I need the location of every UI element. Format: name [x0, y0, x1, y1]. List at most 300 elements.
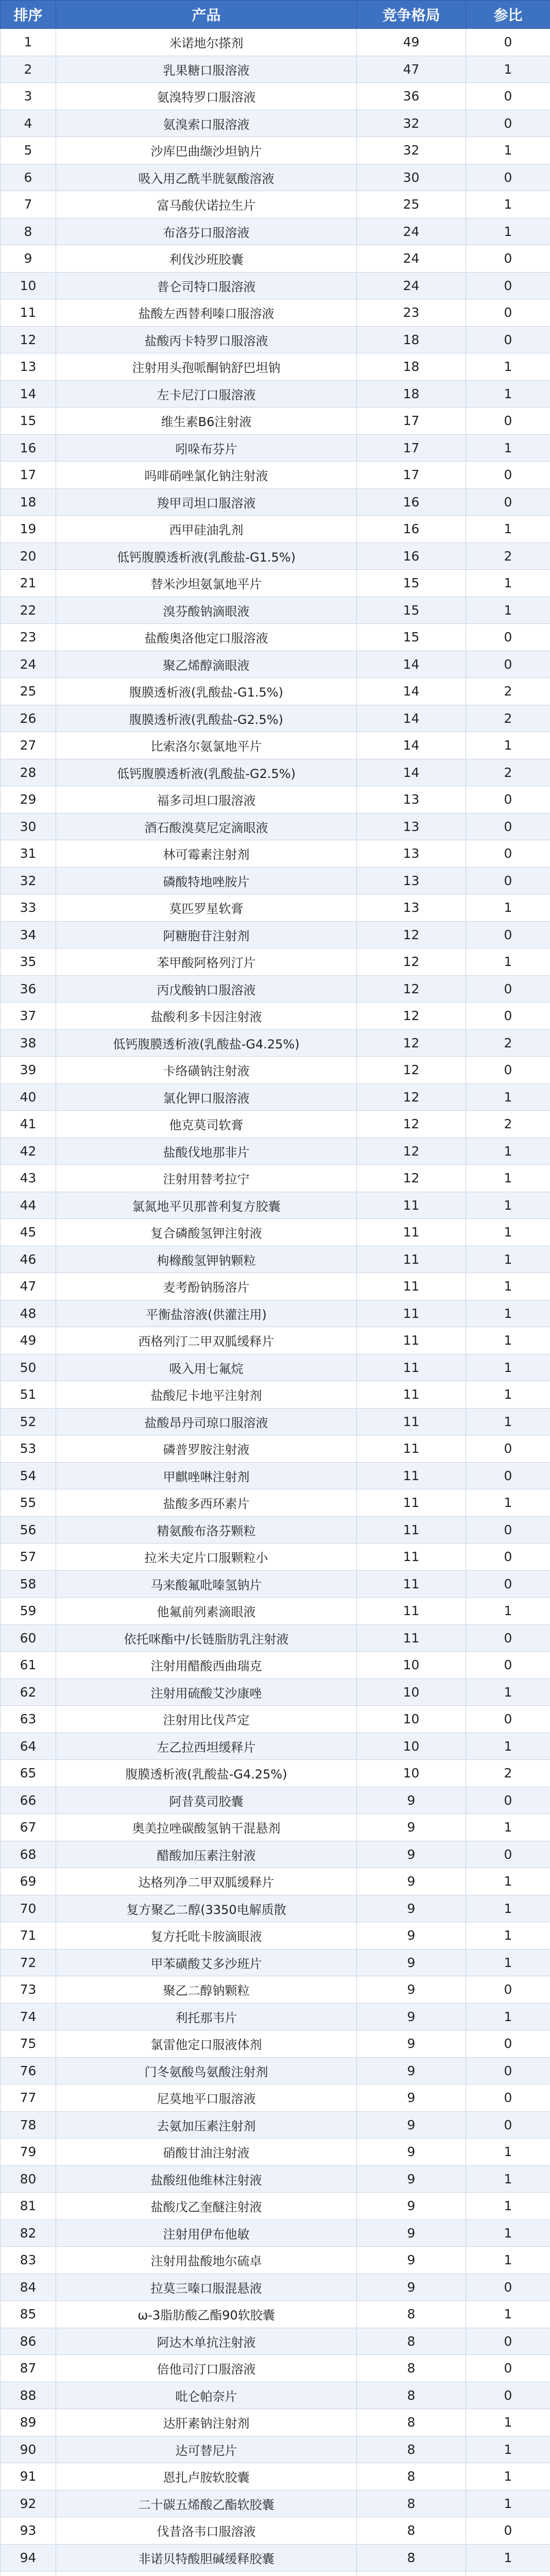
cell-competition: 13 — [357, 786, 466, 814]
cell-product: 盐酸尼卡地平注射剂 — [56, 1381, 357, 1409]
cell-product: 氯化钾口服溶液 — [56, 1083, 357, 1111]
cell-product: 注射用头孢哌酮钠舒巴坦钠 — [56, 353, 357, 381]
cell-product: 溴芬酸钠滴眼液 — [56, 597, 357, 624]
table-row — [1, 1354, 550, 1381]
cell-rank: 82 — [1, 2219, 56, 2247]
cell-rank: 20 — [1, 543, 56, 570]
cell-reference: 2 — [466, 1760, 550, 1787]
cell-competition: 13 — [357, 867, 466, 894]
table-row — [1, 218, 550, 245]
cell-product: 注射用盐酸地尔硫卓 — [56, 2247, 357, 2274]
cell-reference: 1 — [466, 380, 550, 408]
cell-competition: 10 — [357, 1733, 466, 1760]
cell-rank — [1, 2571, 56, 2576]
cell-rank: 60 — [1, 1624, 56, 1652]
table-row — [1, 2247, 550, 2274]
table-row — [1, 570, 550, 597]
cell-rank: 69 — [1, 1868, 56, 1895]
cell-rank: 89 — [1, 2409, 56, 2436]
cell-reference: 1 — [466, 56, 550, 83]
cell-reference: 0 — [466, 975, 550, 1003]
cell-competition: 12 — [357, 1165, 466, 1192]
cell-competition: 11 — [357, 1300, 466, 1327]
cell-competition: 9 — [357, 1976, 466, 2004]
cell-reference: 1 — [466, 1300, 550, 1327]
cell-product: 替米沙坦氨氯地平片 — [56, 570, 357, 597]
cell-reference: 1 — [466, 1598, 550, 1625]
cell-competition: 12 — [357, 1111, 466, 1138]
cell-rank: 66 — [1, 1787, 56, 1814]
table-row — [1, 137, 550, 164]
cell-product: 甲麒唑啉注射剂 — [56, 1462, 357, 1489]
table-row — [1, 1868, 550, 1895]
cell-competition: 9 — [357, 2111, 466, 2139]
cell-rank: 14 — [1, 380, 56, 408]
cell-rank: 92 — [1, 2490, 56, 2517]
cell-reference: 0 — [466, 2517, 550, 2545]
cell-reference: 0 — [466, 2030, 550, 2058]
cell-rank: 54 — [1, 1462, 56, 1489]
cell-rank: 44 — [1, 1192, 56, 1219]
table-row — [1, 245, 550, 273]
table-row — [1, 1381, 550, 1409]
cell-reference: 1 — [466, 1165, 550, 1192]
cell-reference: 1 — [466, 2436, 550, 2463]
cell-reference: 0 — [466, 813, 550, 840]
cell-rank: 39 — [1, 1057, 56, 1084]
cell-reference: 1 — [466, 2409, 550, 2436]
cell-reference: 1 — [466, 2219, 550, 2247]
table-row — [1, 2328, 550, 2355]
cell-rank: 55 — [1, 1489, 56, 1517]
cell-competition: 13 — [357, 840, 466, 868]
table-row — [1, 191, 550, 218]
table-row — [1, 1435, 550, 1463]
cell-competition: 14 — [357, 678, 466, 705]
cell-rank: 19 — [1, 516, 56, 543]
table-row — [1, 1922, 550, 1950]
cell-competition: 9 — [357, 2247, 466, 2274]
cell-competition: 9 — [357, 1895, 466, 1922]
table-row — [1, 867, 550, 894]
cell-rank: 1 — [1, 29, 56, 56]
table-row — [1, 2193, 550, 2220]
cell-reference: 1 — [466, 1327, 550, 1354]
cell-competition: 8 — [357, 2436, 466, 2463]
cell-reference: 0 — [466, 462, 550, 489]
cell-competition: 16 — [357, 488, 466, 516]
cell-rank: 5 — [1, 137, 56, 164]
table-row — [1, 2057, 550, 2084]
cell-competition: 12 — [357, 1029, 466, 1057]
cell-rank: 62 — [1, 1679, 56, 1706]
table-row — [1, 2111, 550, 2139]
table-row — [1, 1598, 550, 1625]
cell-product: 阿达木单抗注射液 — [56, 2328, 357, 2355]
cell-reference: 1 — [466, 137, 550, 164]
cell-product: 硝酸甘油注射液 — [56, 2139, 357, 2166]
cell-product: 吡仑帕奈片 — [56, 2382, 357, 2409]
cell-reference: 0 — [466, 1652, 550, 1679]
cell-rank: 63 — [1, 1706, 56, 1733]
cell-product: 吲哚布芬片 — [56, 434, 357, 462]
table-header-row — [1, 1, 550, 29]
cell-reference: 1 — [466, 1895, 550, 1922]
table-row — [1, 2544, 550, 2571]
table-row — [1, 894, 550, 922]
cell-rank: 61 — [1, 1652, 56, 1679]
table-row — [1, 1516, 550, 1544]
cell-reference: 1 — [466, 1192, 550, 1219]
cell-product: 卡络磺钠注射液 — [56, 1057, 357, 1084]
cell-reference: 0 — [466, 2274, 550, 2301]
cell-reference: 1 — [466, 1246, 550, 1273]
table-row — [1, 1679, 550, 1706]
cell-rank: 35 — [1, 948, 56, 976]
cell-product: 马来酸氟吡嗪氢钠片 — [56, 1570, 357, 1598]
cell-competition: 32 — [357, 110, 466, 137]
cell-product: 苯甲酸阿格列汀片 — [56, 948, 357, 976]
cell-rank: 11 — [1, 299, 56, 327]
cell-reference: 1 — [466, 1868, 550, 1895]
cell-product: 恩扎卢胺软胶囊 — [56, 2463, 357, 2490]
cell-reference: 0 — [466, 1516, 550, 1544]
cell-competition: 9 — [357, 1868, 466, 1895]
cell-product: 磷普罗胺注射液 — [56, 1435, 357, 1463]
cell-competition: 11 — [357, 1273, 466, 1300]
cell-reference: 1 — [466, 1138, 550, 1165]
cell-reference: 1 — [466, 948, 550, 976]
table-row — [1, 408, 550, 435]
cell-reference: 1 — [466, 1381, 550, 1409]
cell-product: 倍他司汀口服溶液 — [56, 2355, 357, 2382]
cell-rank: 15 — [1, 408, 56, 435]
cell-product: 阿昔莫司胶囊 — [56, 1787, 357, 1814]
table-row — [1, 83, 550, 110]
cell-reference: 0 — [466, 2057, 550, 2084]
table-row — [1, 1083, 550, 1111]
cell-product: 盐酸奥洛他定口服溶液 — [56, 624, 357, 651]
cell-competition: 14 — [357, 705, 466, 732]
table-row — [1, 1570, 550, 1598]
table-row — [1, 948, 550, 976]
cell-rank: 83 — [1, 2247, 56, 2274]
cell-competition: 9 — [357, 2003, 466, 2030]
cell-product: 西格列汀二甲双胍缓释片 — [56, 1327, 357, 1354]
cell-rank: 23 — [1, 624, 56, 651]
cell-competition: 12 — [357, 1138, 466, 1165]
cell-reference: 1 — [466, 597, 550, 624]
cell-rank: 74 — [1, 2003, 56, 2030]
cell-product: 沙库巴曲缬沙坦钠片 — [56, 137, 357, 164]
cell-reference: 0 — [466, 840, 550, 868]
cell-competition: 16 — [357, 543, 466, 570]
cell-product: 尼莫地平口服溶液 — [56, 2084, 357, 2112]
cell-product: 利伐沙班胶囊 — [56, 245, 357, 273]
cell-reference: 0 — [466, 299, 550, 327]
cell-reference: 0 — [466, 1003, 550, 1030]
cell-product: 氯雷他定口服液体剂 — [56, 2030, 357, 2058]
cell-product: 去氨加压素注射剂 — [56, 2111, 357, 2139]
table-row — [1, 110, 550, 137]
cell-competition: 11 — [357, 1219, 466, 1246]
cell-product: 盐酸纽他维林注射液 — [56, 2165, 357, 2193]
cell-reference: 0 — [466, 488, 550, 516]
cell-competition: 8 — [357, 2490, 466, 2517]
cell-competition: 9 — [357, 2057, 466, 2084]
table-row — [1, 1219, 550, 1246]
cell-competition: 9 — [357, 2219, 466, 2247]
cell-reference: 2 — [466, 759, 550, 786]
cell-rank: 42 — [1, 1138, 56, 1165]
cell-competition: 17 — [357, 408, 466, 435]
cell-competition: 12 — [357, 1083, 466, 1111]
cell-rank: 49 — [1, 1327, 56, 1354]
cell-product: 伐昔洛韦口服溶液 — [56, 2517, 357, 2545]
table-row — [1, 380, 550, 408]
cell-reference: 0 — [466, 326, 550, 353]
cell-product: 盐酸伐地那非片 — [56, 1138, 357, 1165]
cell-competition: 10 — [357, 1652, 466, 1679]
cell-competition: 12 — [357, 975, 466, 1003]
cell-rank: 71 — [1, 1922, 56, 1950]
cell-competition: 11 — [357, 1544, 466, 1571]
cell-rank: 30 — [1, 813, 56, 840]
cell-reference: 0 — [466, 651, 550, 678]
cell-product: 富马酸伏诺拉生片 — [56, 191, 357, 218]
cell-competition: 10 — [357, 1760, 466, 1787]
cell-competition: 8 — [357, 2328, 466, 2355]
cell-rank: 56 — [1, 1516, 56, 1544]
cell-competition: 11 — [357, 1381, 466, 1409]
table-row — [1, 516, 550, 543]
cell-rank: 91 — [1, 2463, 56, 2490]
cell-product: 左乙拉西坦缓释片 — [56, 1733, 357, 1760]
cell-reference: 0 — [466, 921, 550, 948]
table-row — [1, 813, 550, 840]
cell-competition: 12 — [357, 1057, 466, 1084]
cell-reference: 1 — [466, 732, 550, 759]
cell-reference: 0 — [466, 867, 550, 894]
cell-rank: 64 — [1, 1733, 56, 1760]
table-row — [1, 2490, 550, 2517]
cell-product: 米诺地尔搽剂 — [56, 29, 357, 56]
cell-product: 门冬氨酸鸟氨酸注射剂 — [56, 2057, 357, 2084]
cell-rank: 51 — [1, 1381, 56, 1409]
cell-rank: 81 — [1, 2193, 56, 2220]
cell-reference: 0 — [466, 1624, 550, 1652]
cell-competition: 18 — [357, 353, 466, 381]
cell-rank: 43 — [1, 1165, 56, 1192]
table-row — [1, 1841, 550, 1868]
cell-rank: 38 — [1, 1029, 56, 1057]
cell-competition: 24 — [357, 218, 466, 245]
cell-rank: 7 — [1, 191, 56, 218]
cell-reference: 0 — [466, 1462, 550, 1489]
cell-reference: 2 — [466, 1029, 550, 1057]
header-rank: 排序 — [1, 1, 56, 29]
cell-product: 吸入用七氟烷 — [56, 1354, 357, 1381]
cell-rank: 21 — [1, 570, 56, 597]
table-row — [1, 2165, 550, 2193]
cell-rank: 93 — [1, 2517, 56, 2545]
cell-reference: 1 — [466, 218, 550, 245]
cell-competition: 9 — [357, 1841, 466, 1868]
table-row — [1, 2084, 550, 2112]
table-row — [1, 921, 550, 948]
header-product: 产品 — [56, 1, 357, 29]
cell-competition: 8 — [357, 2355, 466, 2382]
cell-rank: 16 — [1, 434, 56, 462]
table-row — [1, 1652, 550, 1679]
cell-rank: 37 — [1, 1003, 56, 1030]
cell-product: 依托咪酯中/长链脂肪乳注射液 — [56, 1624, 357, 1652]
cell-product: 西甲硅油乳剂 — [56, 516, 357, 543]
table-row — [1, 1544, 550, 1571]
cell-product: 布洛芬口服溶液 — [56, 218, 357, 245]
cell-rank: 45 — [1, 1219, 56, 1246]
cell-product: 注射用醋酸西曲瑞克 — [56, 1652, 357, 1679]
cell-reference: 0 — [466, 1706, 550, 1733]
cell-rank: 17 — [1, 462, 56, 489]
cell-reference: 1 — [466, 894, 550, 922]
cell-rank: 8 — [1, 218, 56, 245]
table-row — [1, 2139, 550, 2166]
cell-competition: 12 — [357, 1003, 466, 1030]
table-row — [1, 1949, 550, 1976]
cell-product: 注射用比伐芦定 — [56, 1706, 357, 1733]
table-row — [1, 2219, 550, 2247]
table-row — [1, 1003, 550, 1030]
cell-product: 复方托吡卡胺滴眼液 — [56, 1922, 357, 1950]
cell-competition: 32 — [357, 137, 466, 164]
table-row — [1, 975, 550, 1003]
cell-reference: 1 — [466, 191, 550, 218]
cell-competition: 24 — [357, 272, 466, 299]
cell-rank: 53 — [1, 1435, 56, 1463]
table-row — [1, 56, 550, 83]
cell-reference: 1 — [466, 1083, 550, 1111]
cell-reference: 0 — [466, 786, 550, 814]
cell-reference: 2 — [466, 705, 550, 732]
table-row — [1, 462, 550, 489]
cell-product: 丙戊酸钠口服溶液 — [56, 975, 357, 1003]
cell-competition: 24 — [357, 245, 466, 273]
table-row — [1, 786, 550, 814]
cell-rank: 34 — [1, 921, 56, 948]
cell-product: 盐酸戊乙奎醚注射液 — [56, 2193, 357, 2220]
cell-product: 达可替尼片 — [56, 2436, 357, 2463]
table-row — [1, 1489, 550, 1517]
cell-product: 注射用硫酸艾沙康唑 — [56, 1679, 357, 1706]
cell-product: 酒石酸溴莫尼定滴眼液 — [56, 813, 357, 840]
cell-competition: 15 — [357, 597, 466, 624]
cell-reference: 1 — [466, 2193, 550, 2220]
table-row — [1, 1787, 550, 1814]
cell-rank: 87 — [1, 2355, 56, 2382]
cell-product: 氨溴索口服溶液 — [56, 110, 357, 137]
cell-product: 吸入用乙酰半胱氨酸溶液 — [56, 164, 357, 191]
cell-product: 莫匹罗星软膏 — [56, 894, 357, 922]
cell-rank: 78 — [1, 2111, 56, 2139]
table-row — [1, 1895, 550, 1922]
cell-product: 氯氮地平贝那普利复方胶囊 — [56, 1192, 357, 1219]
table-row — [1, 678, 550, 705]
cell-competition: 18 — [357, 380, 466, 408]
cell-rank: 94 — [1, 2544, 56, 2571]
cell-competition: 11 — [357, 1598, 466, 1625]
cell-product: 注射用伊布他敏 — [56, 2219, 357, 2247]
cell-reference: 0 — [466, 1976, 550, 2004]
cell-product: 复方聚乙二醇(3350电解质散 — [56, 1895, 357, 1922]
cell-reference: 0 — [466, 110, 550, 137]
cell-product: 磷酸特地唑胺片 — [56, 867, 357, 894]
table-row — [1, 1111, 550, 1138]
cell-rank: 13 — [1, 353, 56, 381]
cell-competition: 9 — [357, 2139, 466, 2166]
cell-reference: 1 — [466, 570, 550, 597]
cell-rank: 41 — [1, 1111, 56, 1138]
cell-reference: 0 — [466, 245, 550, 273]
cell-competition: 14 — [357, 732, 466, 759]
table-row — [1, 272, 550, 299]
cell-competition: 49 — [357, 29, 466, 56]
cell-reference: 1 — [466, 2247, 550, 2274]
cell-reference: 2 — [466, 1111, 550, 1138]
cell-competition: 23 — [357, 299, 466, 327]
table-row — [1, 1057, 550, 1084]
cell-rank: 65 — [1, 1760, 56, 1787]
cell-product: 羧甲司坦口服溶液 — [56, 488, 357, 516]
cell-rank: 70 — [1, 1895, 56, 1922]
cell-product: 复合磷酸氢钾注射液 — [56, 1219, 357, 1246]
table-row — [1, 759, 550, 786]
cell-rank: 9 — [1, 245, 56, 273]
cell-product: 聚乙二醇钠颗粒 — [56, 1976, 357, 2004]
cell-rank: 68 — [1, 1841, 56, 1868]
cell-rank: 36 — [1, 975, 56, 1003]
table-row — [1, 434, 550, 462]
cell-rank: 58 — [1, 1570, 56, 1598]
cell-product: 福多司坦口服溶液 — [56, 786, 357, 814]
cell-rank: 90 — [1, 2436, 56, 2463]
cell-rank: 86 — [1, 2328, 56, 2355]
cell-reference: 1 — [466, 1733, 550, 1760]
cell-competition: 11 — [357, 1624, 466, 1652]
cell-product: 利托那韦片 — [56, 2003, 357, 2030]
cell-competition: 14 — [357, 759, 466, 786]
cell-reference: 1 — [466, 1219, 550, 1246]
cell-rank: 57 — [1, 1544, 56, 1571]
cell-product: 醋酸加压素注射液 — [56, 1841, 357, 1868]
cell-rank: 24 — [1, 651, 56, 678]
cell-reference: 0 — [466, 624, 550, 651]
cell-reference: 0 — [466, 2084, 550, 2112]
cell-competition: 18 — [357, 326, 466, 353]
cell-competition: 17 — [357, 434, 466, 462]
cell-competition: 17 — [357, 462, 466, 489]
table-row — [1, 2409, 550, 2436]
cell-reference: 2 — [466, 678, 550, 705]
cell-competition: 8 — [357, 2382, 466, 2409]
table-row — [1, 2274, 550, 2301]
cell-product: 盐酸丙卡特罗口服溶液 — [56, 326, 357, 353]
cell-competition: 9 — [357, 2084, 466, 2112]
cell-rank: 3 — [1, 83, 56, 110]
cell-reference: 0 — [466, 2328, 550, 2355]
cell-competition: 9 — [357, 1922, 466, 1950]
cell-product: 腹膜透析液(乳酸盐-G4.25%) — [56, 1760, 357, 1787]
